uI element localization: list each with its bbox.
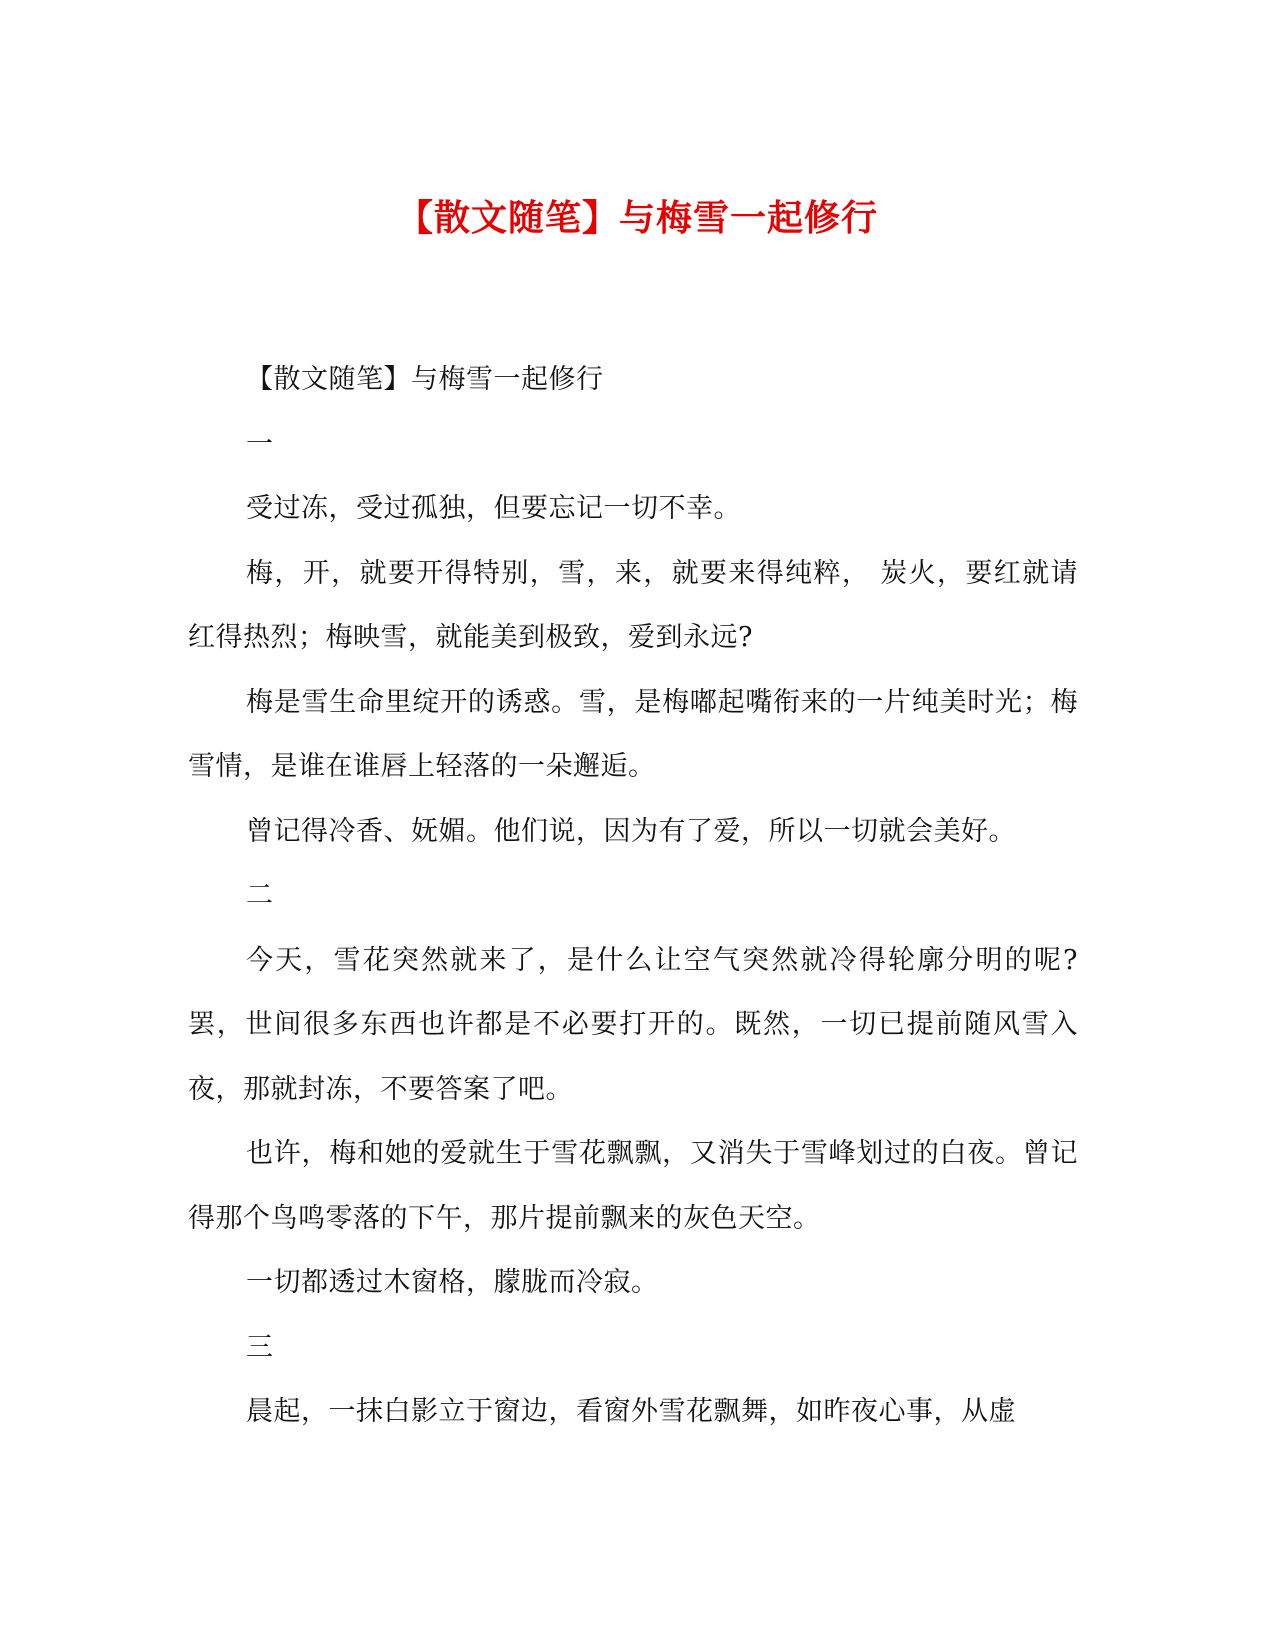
section-number-1: 一 xyxy=(246,428,274,460)
document-body xyxy=(188,348,1078,1445)
paragraph: 一切都透过木窗格，朦胧而冷寂。 xyxy=(246,1267,659,1298)
paragraph-subtitle: 【散文随笔】与梅雪一起修行 xyxy=(246,364,604,395)
paragraph: 曾记得冷香、妩媚。他们说，因为有了爱，所以一切就会美好。 xyxy=(246,815,1016,847)
paragraph: 也许，梅和她的爱就生于雪花飘飘，又消失于雪峰划过的白夜。曾记得那个鸟鸣零落的下午，那片提前飘来的灰色天空。 xyxy=(188,1138,1078,1234)
document-title: 【散文随笔】与梅雪一起修行 xyxy=(396,197,878,240)
paragraph: 受过冻，受过孤独，但要忘记一切不幸。 xyxy=(246,493,741,524)
paragraph: 梅是雪生命里绽开的诱惑。雪，是梅嘟起嘴衔来的一片纯美时光；梅雪情，是谁在谁唇上轻落的一朵邂逅。 xyxy=(188,686,1078,782)
paragraph: 晨起，一抹白影立于窗边，看窗外雪花飘舞，如昨夜心事，从虚 xyxy=(246,1396,1016,1427)
section-number-2: 二 xyxy=(246,880,274,911)
paragraph: 梅，开，就要开得特别，雪，来，就要来得纯粹， 炭火，要红就请红得热烈；梅映雪，就能美到极致，爱到永远? xyxy=(188,557,1078,653)
section-number-3: 三 xyxy=(246,1331,274,1363)
paragraph: 今天，雪花突然就来了，是什么让空气突然就冷得轮廓分明的呢?罢，世间很多东西也许都是不必要打开的。既然，一切已提前随风雪入夜，那就封冻，不要答案了吧。 xyxy=(188,944,1078,1105)
